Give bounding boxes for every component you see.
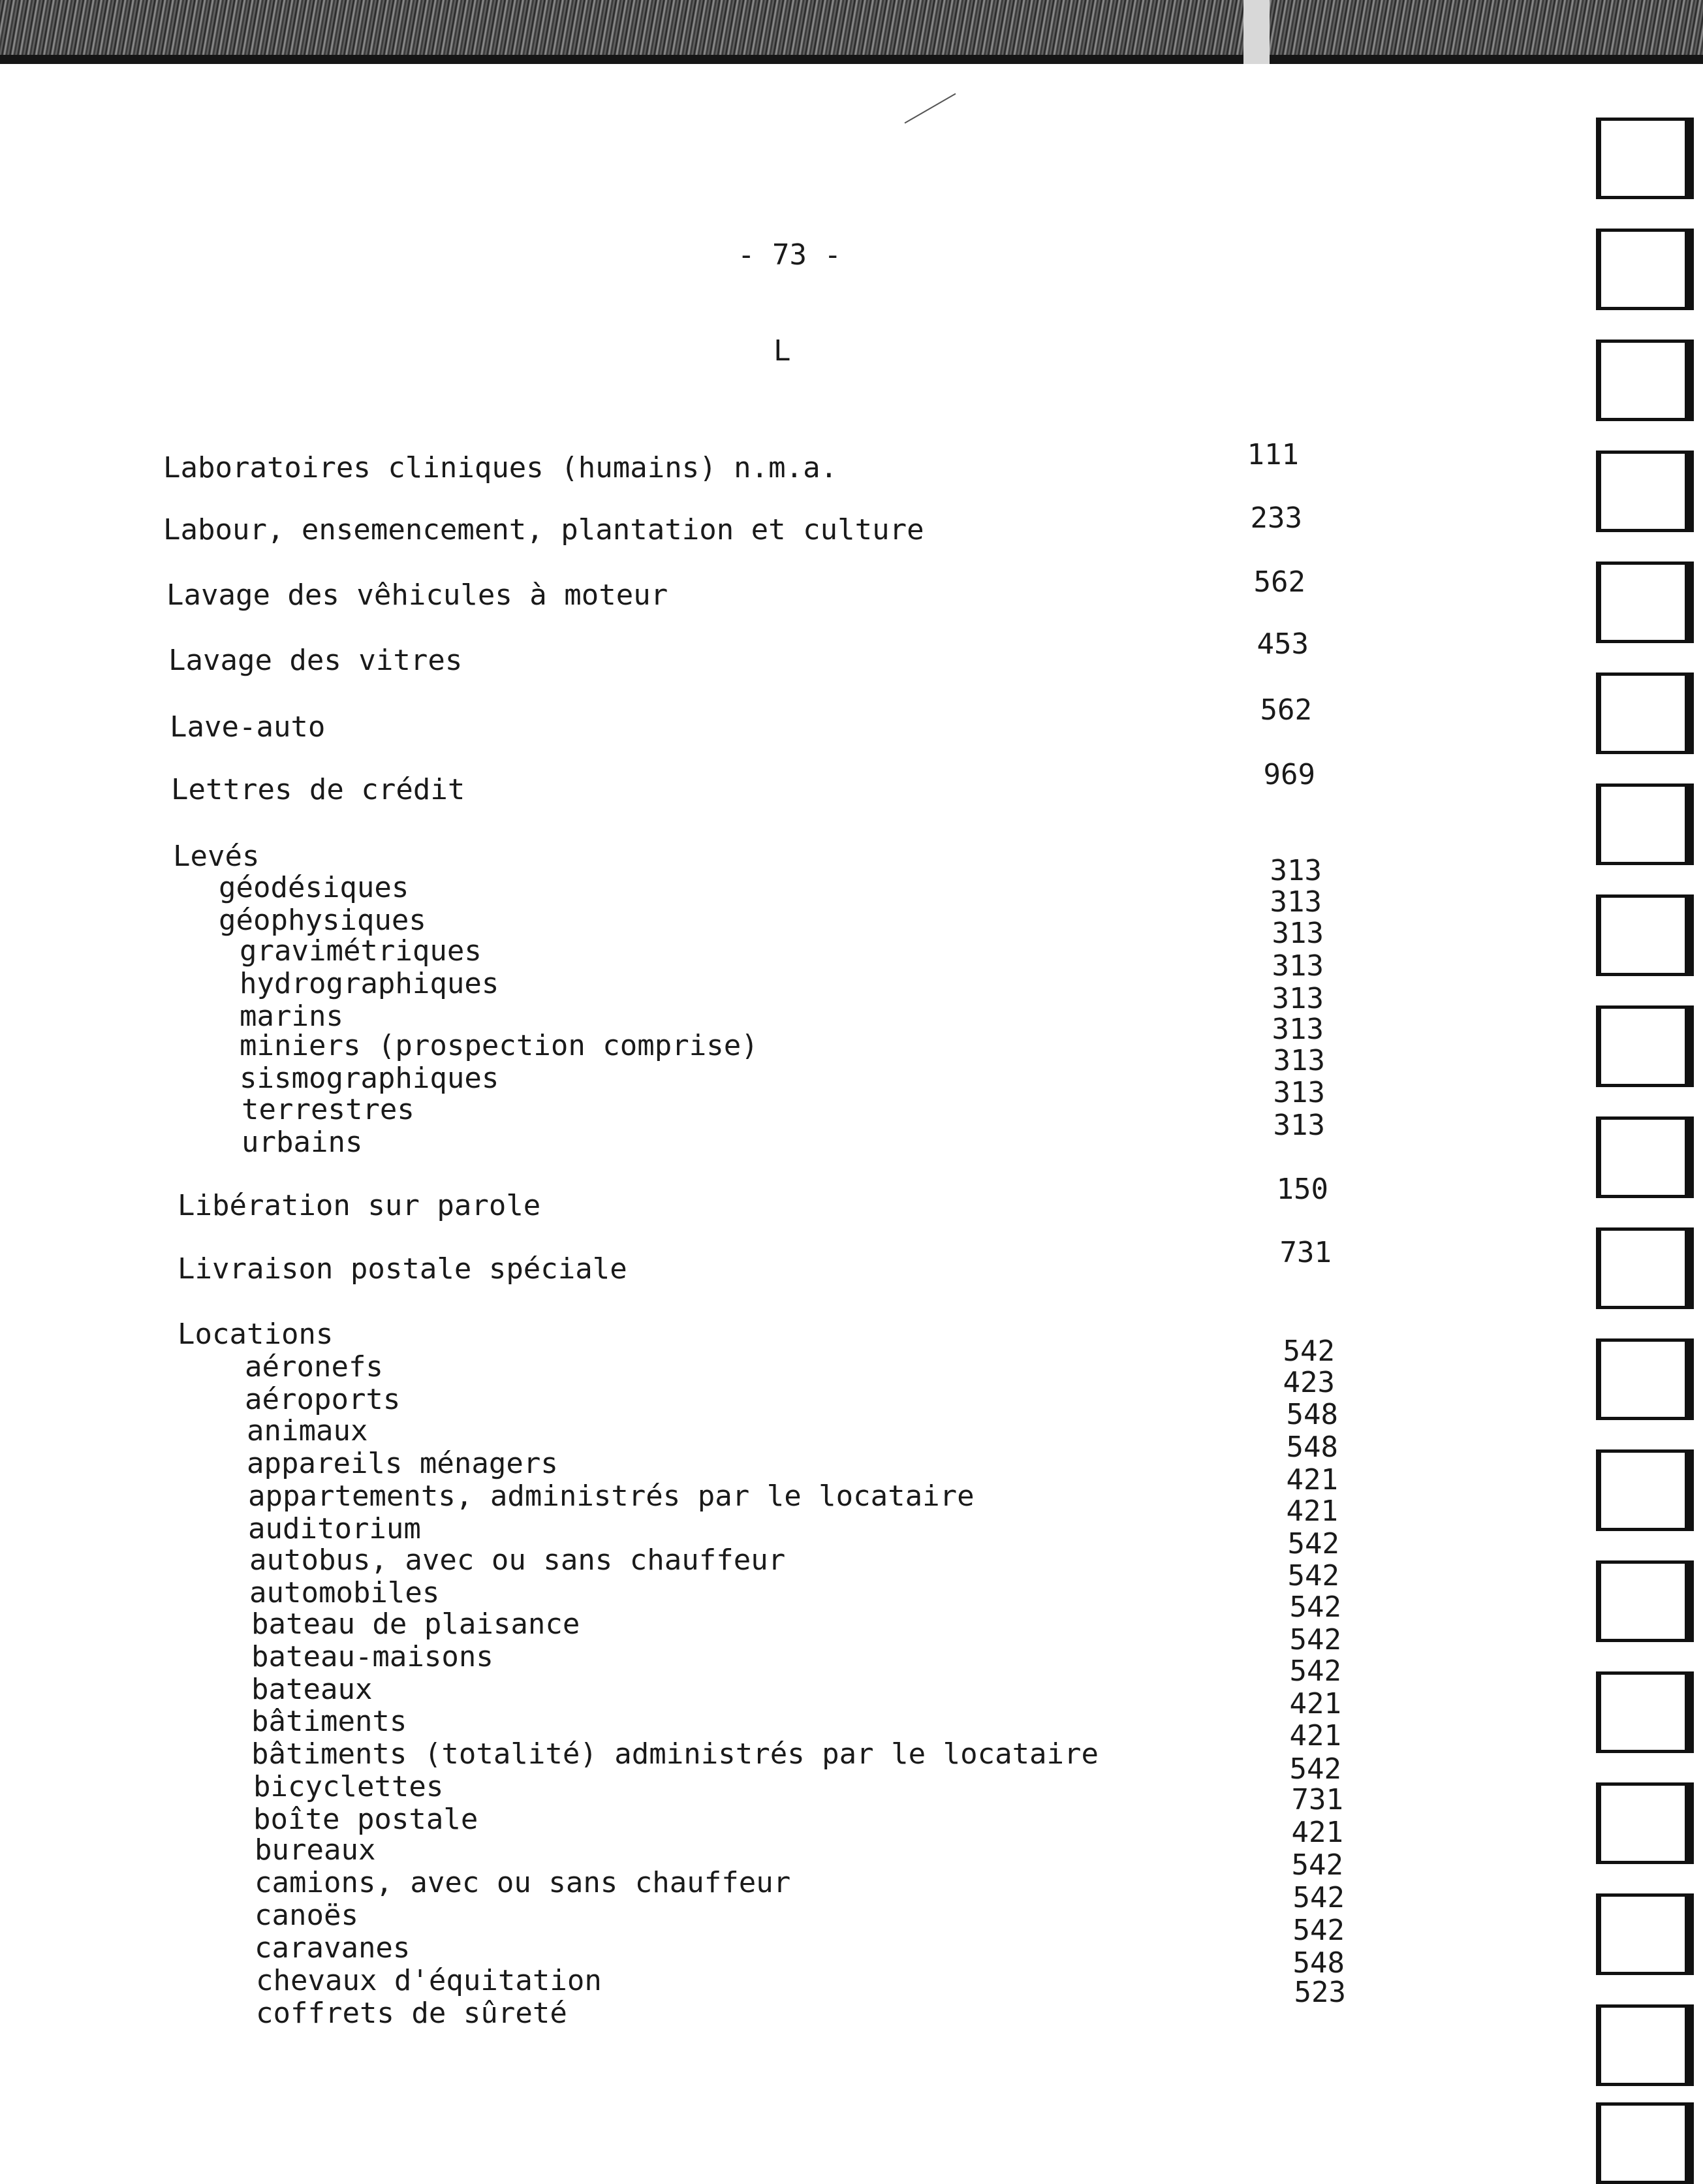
entry-label: Labour, ensemencement, plantation et culture: [163, 513, 924, 546]
entry-label: Lettres de crédit: [171, 773, 465, 806]
entry-code: 731: [1291, 1783, 1343, 1816]
entry-code: 548: [1292, 1946, 1345, 1980]
entry-label: autobus, avec ou sans chauffeur: [249, 1543, 786, 1577]
page-number: - 73 -: [738, 238, 841, 272]
entry-code: 542: [1289, 1654, 1341, 1688]
entry-code: 313: [1272, 949, 1324, 983]
entry-label: aéronefs: [245, 1350, 383, 1384]
entry-code: 542: [1287, 1559, 1339, 1592]
entry-label: bateau de plaisance: [251, 1607, 580, 1641]
entry-label: Laboratoires cliniques (humains) n.m.a.: [163, 451, 838, 484]
entry-code: 313: [1270, 885, 1322, 919]
entry-label: Lavage des vitres: [168, 644, 463, 677]
entry-code: 562: [1253, 565, 1305, 599]
entry-label: canoës: [255, 1899, 358, 1932]
entry-code: 542: [1289, 1591, 1341, 1624]
entry-code: 313: [1273, 1076, 1325, 1109]
entry-code: 542: [1292, 1914, 1345, 1947]
entry-label: coffrets de sûreté: [256, 1997, 567, 2030]
entry-code: 421: [1291, 1816, 1343, 1849]
entry-code: 313: [1272, 917, 1324, 950]
entry-label: Libération sur parole: [178, 1189, 541, 1222]
entry-label: terrestres: [242, 1093, 414, 1126]
entry-label: urbains: [242, 1126, 363, 1159]
entry-label: appartements, administrés par le locataire: [248, 1480, 975, 1513]
entry-code: 969: [1263, 758, 1315, 791]
entry-code: 421: [1289, 1687, 1341, 1720]
entry-code: 150: [1276, 1173, 1328, 1206]
entry-code: 313: [1272, 1013, 1324, 1046]
entry-label: marins: [240, 1000, 343, 1033]
entry-label: auditorium: [248, 1512, 421, 1545]
entry-code: 421: [1286, 1495, 1338, 1528]
entry-label: bureaux: [255, 1833, 376, 1867]
entry-code: 421: [1289, 1719, 1341, 1752]
entry-code: 313: [1272, 982, 1324, 1015]
entry-label: bâtiments: [251, 1705, 407, 1738]
entry-label: appareils ménagers: [247, 1447, 558, 1480]
entry-label: automobiles: [249, 1576, 440, 1609]
entry-code: 542: [1292, 1881, 1345, 1914]
entry-label: animaux: [247, 1414, 368, 1448]
entry-label: hydrographiques: [240, 967, 499, 1000]
entry-label: camions, avec ou sans chauffeur: [255, 1866, 791, 1899]
entry-code: 542: [1291, 1848, 1343, 1882]
entry-code: 523: [1294, 1976, 1346, 2009]
entry-code: 423: [1283, 1366, 1335, 1399]
entry-label: sismographiques: [240, 1062, 499, 1095]
entry-code: 548: [1286, 1398, 1338, 1431]
entry-label: Levés: [173, 840, 260, 873]
entry-code: 542: [1287, 1527, 1339, 1560]
entry-label: Lavage des vêhicules à moteur: [166, 578, 668, 612]
entry-label: bateau-maisons: [251, 1640, 493, 1673]
entry-code: 233: [1250, 501, 1302, 535]
section-letter: L: [773, 334, 791, 368]
entry-code: 453: [1257, 627, 1309, 661]
entry-label: bâtiments (totalité) administrés par le locataire: [251, 1737, 1099, 1771]
entry-label: Livraison postale spéciale: [178, 1252, 627, 1286]
entry-code: 731: [1279, 1236, 1332, 1269]
entry-label: aéroports: [245, 1383, 401, 1416]
entry-label: boîte postale: [253, 1803, 478, 1836]
entry-label: caravanes: [255, 1931, 411, 1965]
entry-code: 111: [1247, 438, 1299, 471]
entry-code: 562: [1260, 693, 1312, 727]
entry-label: miniers (prospection comprise): [240, 1029, 758, 1062]
entry-label: géophysiques: [219, 904, 426, 937]
entry-code: 542: [1289, 1752, 1341, 1786]
entry-code: 542: [1283, 1335, 1335, 1368]
entry-code: 548: [1286, 1431, 1338, 1464]
entry-label: bicyclettes: [253, 1770, 444, 1803]
entry-code: 421: [1286, 1463, 1338, 1496]
entry-code: 313: [1273, 1044, 1325, 1077]
entry-code: 542: [1289, 1623, 1341, 1656]
entry-code: 313: [1273, 1109, 1325, 1142]
entry-code: 313: [1270, 854, 1322, 887]
entry-label: Lave-auto: [170, 710, 326, 744]
entry-label: bateaux: [251, 1673, 373, 1706]
entry-label: géodésiques: [219, 871, 409, 904]
entry-label: chevaux d'équitation: [256, 1964, 602, 1997]
entry-label: Locations: [178, 1318, 334, 1351]
entry-label: gravimétriques: [240, 934, 482, 968]
